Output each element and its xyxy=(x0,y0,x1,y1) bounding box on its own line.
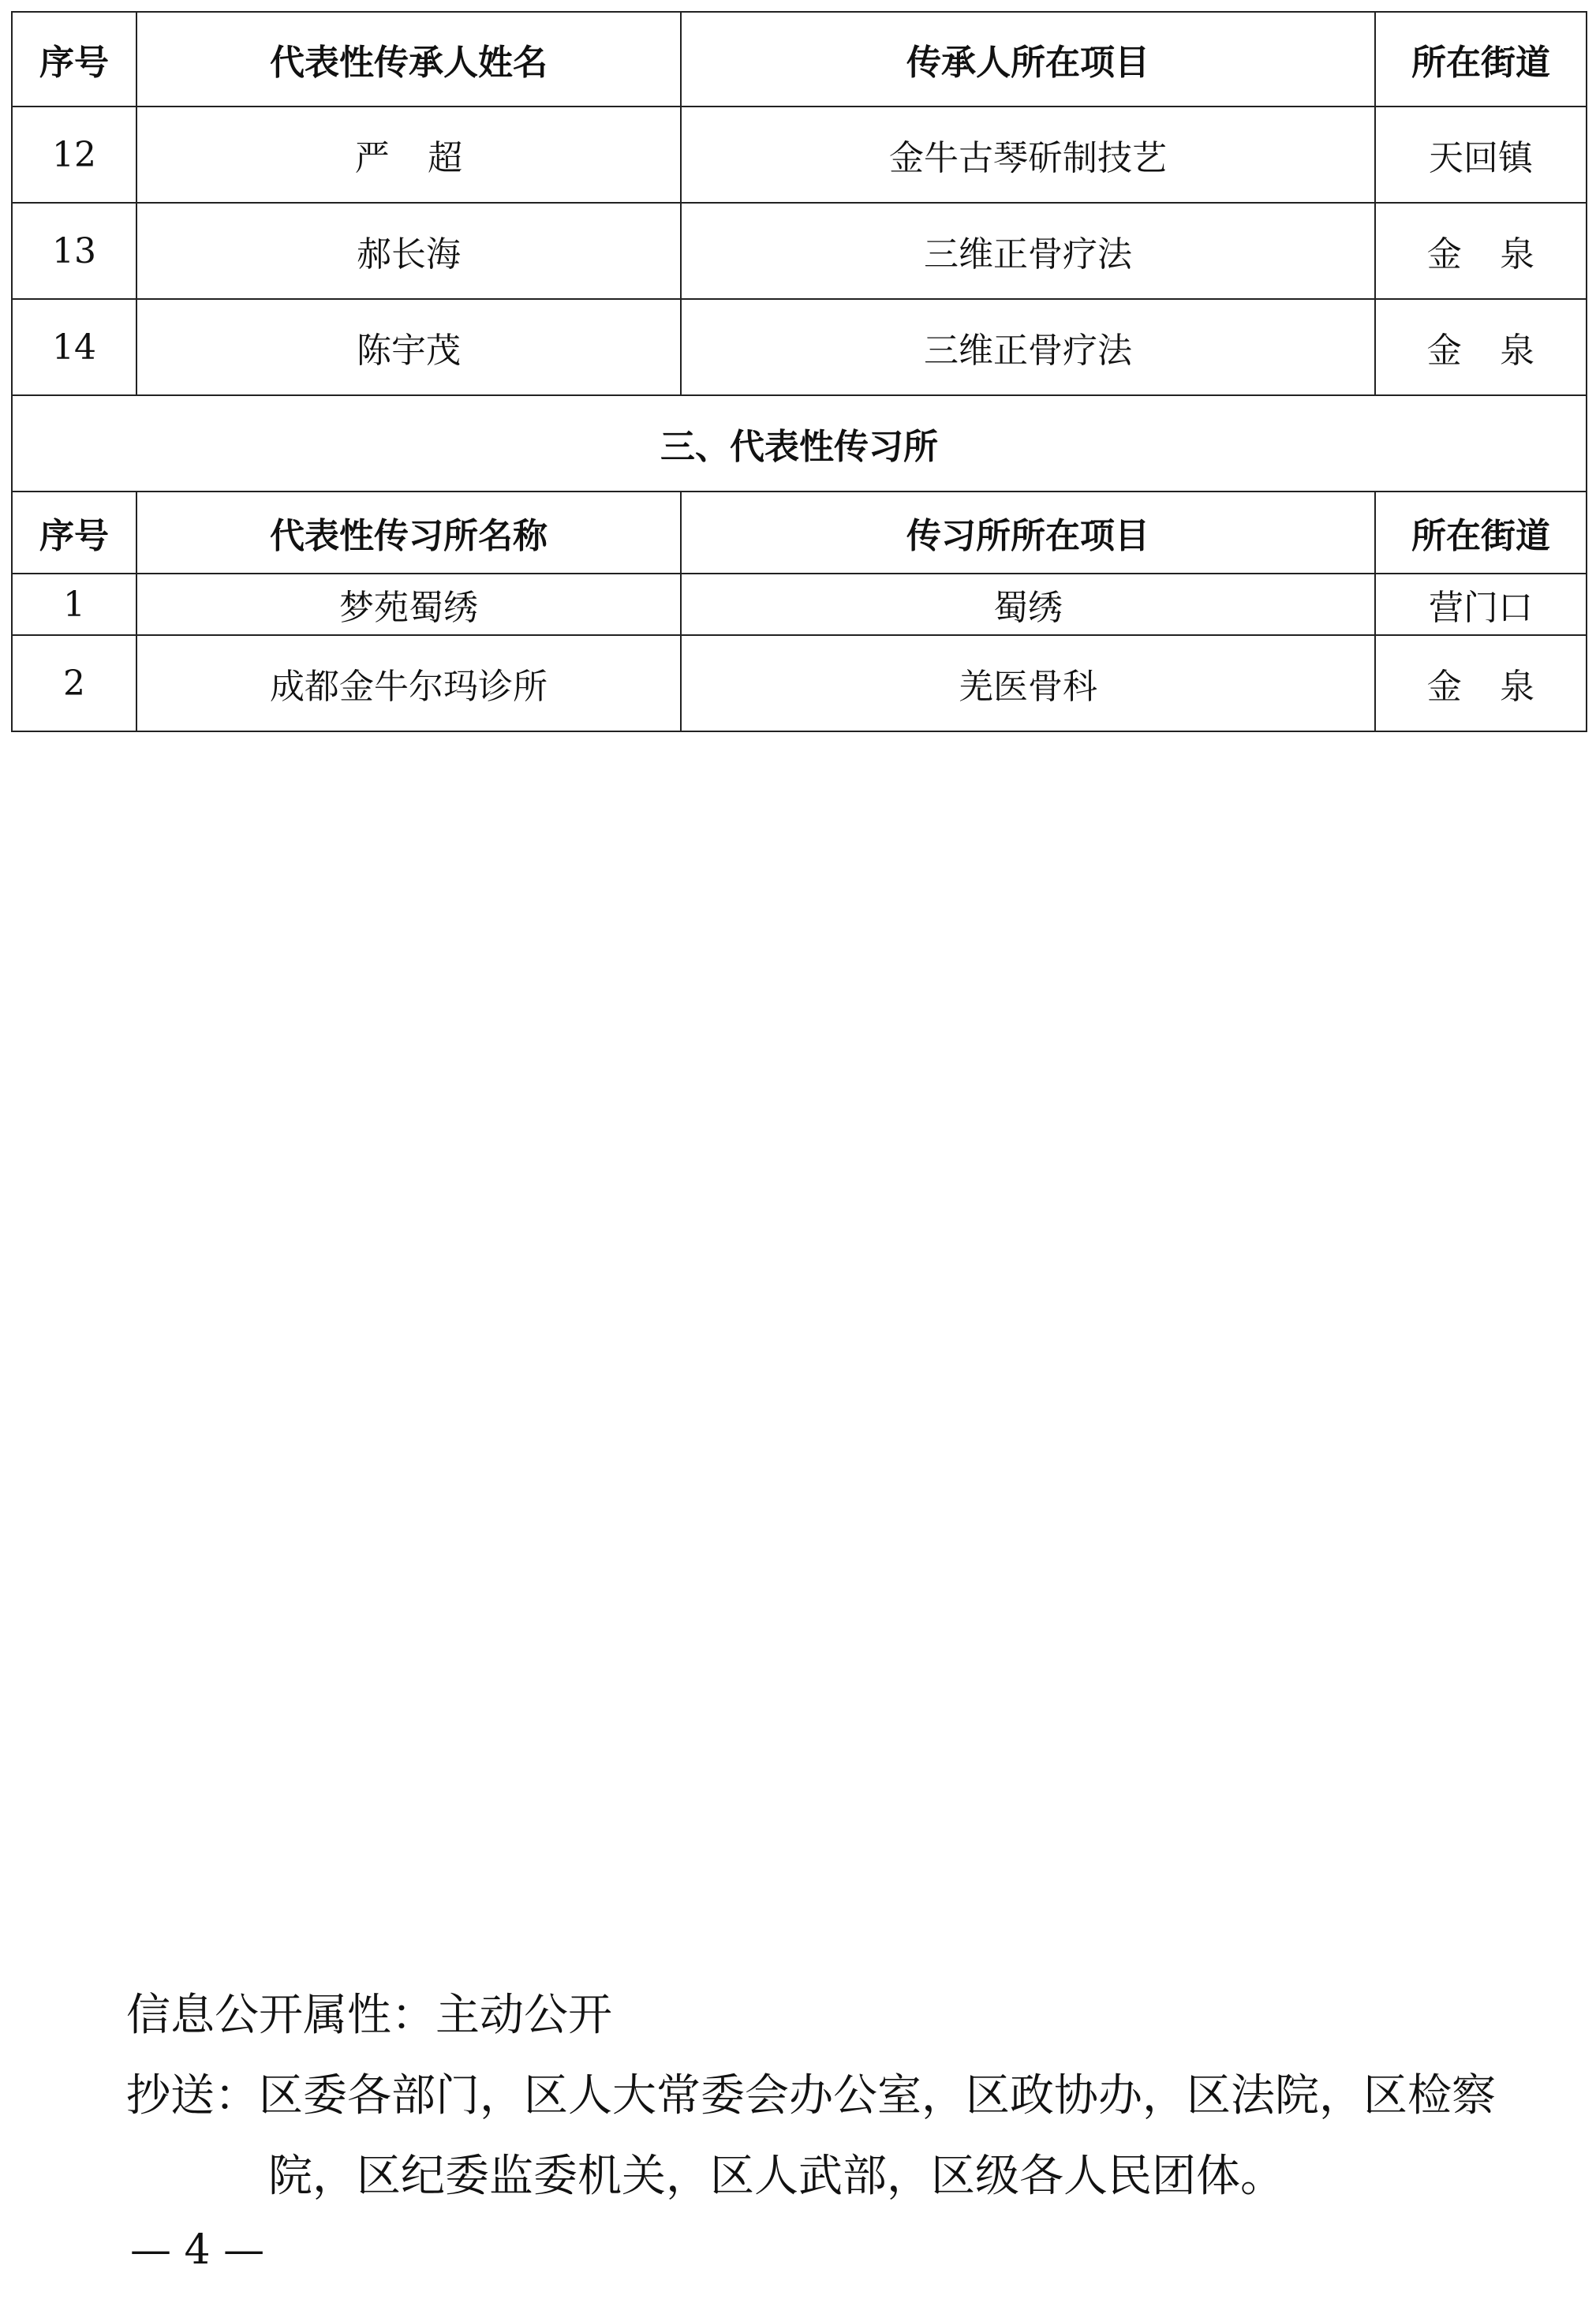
header-cell-name: 代表性传习所名称 xyxy=(136,492,681,574)
header-cell-index: 序号 xyxy=(12,492,136,574)
table-header-row xyxy=(12,12,1587,107)
cc-line-2: 院，区纪委监委机关，区人武部，区级各人民团体。 xyxy=(268,2151,1284,2202)
row-project: 蜀绣 xyxy=(681,574,1375,635)
table-header-row xyxy=(12,492,1587,574)
page-number: — 4 — xyxy=(130,2226,265,2274)
table-row xyxy=(12,107,1587,203)
cc-line-1: 抄送：区委各部门，区人大常委会办公室，区政协办，区法院，区检察 xyxy=(126,2070,1496,2121)
row-index: 12 xyxy=(12,107,136,203)
row-street: 金泉 xyxy=(1375,203,1587,299)
header-cell-street: 所在街道 xyxy=(1375,12,1587,107)
row-index: 1 xyxy=(12,574,136,635)
section-title: 三、代表性传习所 xyxy=(12,395,1587,492)
row-street: 金泉 xyxy=(1375,635,1587,731)
row-name: 严超 xyxy=(136,107,681,203)
row-index: 13 xyxy=(12,203,136,299)
header-cell-name: 代表性传承人姓名 xyxy=(136,12,681,107)
row-street: 营门口 xyxy=(1375,574,1587,635)
header-cell-project: 传习所所在项目 xyxy=(681,492,1375,574)
row-street: 金泉 xyxy=(1375,299,1587,395)
heritage-table xyxy=(11,11,1587,732)
row-name: 成都金牛尔玛诊所 xyxy=(136,635,681,731)
row-name: 陈宇茂 xyxy=(136,299,681,395)
row-index: 2 xyxy=(12,635,136,731)
row-street: 天回镇 xyxy=(1375,107,1587,203)
row-project: 三维正骨疗法 xyxy=(681,203,1375,299)
table-row xyxy=(12,635,1587,731)
row-project: 金牛古琴斫制技艺 xyxy=(681,107,1375,203)
row-name: 郝长海 xyxy=(136,203,681,299)
table-row xyxy=(12,299,1587,395)
header-cell-project: 传承人所在项目 xyxy=(681,12,1375,107)
row-project: 三维正骨疗法 xyxy=(681,299,1375,395)
row-project: 羌医骨科 xyxy=(681,635,1375,731)
header-cell-index: 序号 xyxy=(12,12,136,107)
row-name: 梦苑蜀绣 xyxy=(136,574,681,635)
section-title-row xyxy=(12,395,1587,492)
info-disclosure-line: 信息公开属性：主动公开 xyxy=(126,1990,612,2041)
header-cell-street: 所在街道 xyxy=(1375,492,1587,574)
table-row xyxy=(12,203,1587,299)
row-index: 14 xyxy=(12,299,136,395)
table-row xyxy=(12,574,1587,635)
